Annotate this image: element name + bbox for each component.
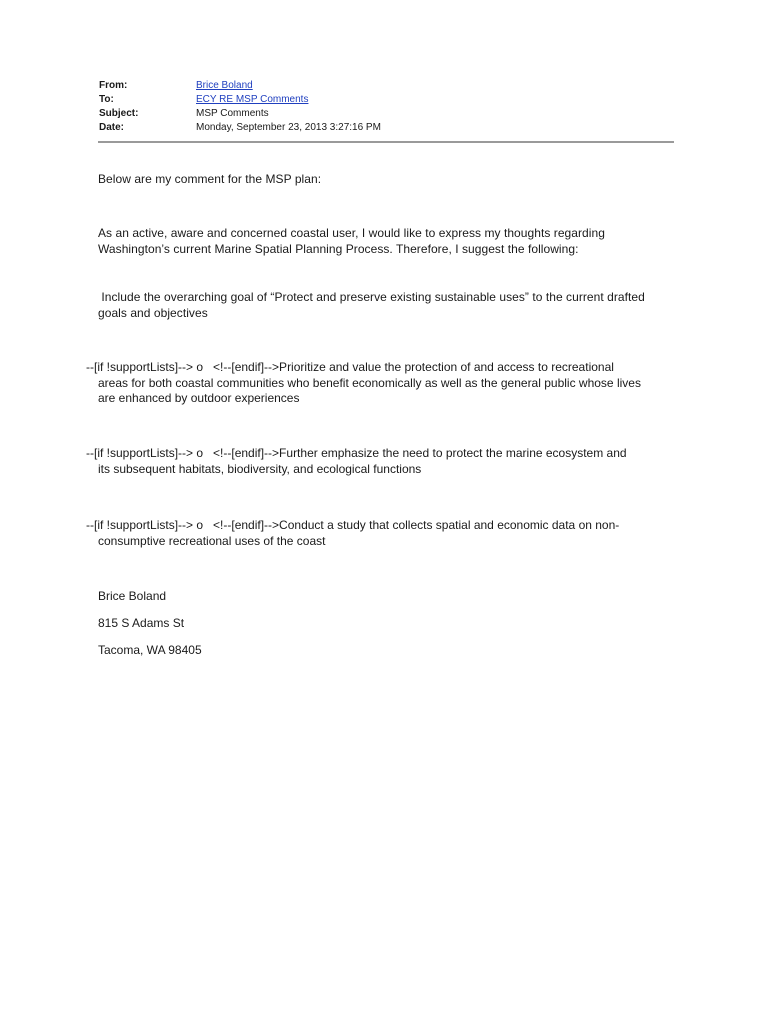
- paragraph-1-line-2: Washington’s current Marine Spatial Planning Process. Therefore, I suggest the following:: [98, 241, 579, 256]
- bullet-item-1: [86, 360, 678, 407]
- header-divider: [98, 141, 674, 143]
- signature-city: Tacoma, WA 98405: [98, 643, 202, 657]
- from-label: From:: [99, 80, 128, 91]
- subject-label: Subject:: [99, 108, 139, 119]
- intro-text: Below are my comment for the MSP plan:: [98, 172, 322, 186]
- bullet-2-line-1: --[if !supportLists]--> o <!--[endif]-->Further emphasize the need to protect the marine ecosystem and: [86, 446, 627, 460]
- goal-line-2: goals and objectives: [98, 305, 208, 320]
- signature-name: Brice Boland: [98, 589, 167, 603]
- bullet-1-line-2: areas for both coastal communities who benefit economically as well as the general public whose lives: [98, 375, 641, 390]
- bullet-3-line-1: --[if !supportLists]--> o <!--[endif]-->Conduct a study that collects spatial and economic data on non-: [86, 518, 620, 532]
- bullet-3-line-2: consumptive recreational uses of the coast: [98, 533, 326, 548]
- date-value: Monday, September 23, 2013 3:27:16 PM: [196, 122, 381, 133]
- from-link[interactable]: Brice Boland: [196, 80, 253, 91]
- paragraph-1: [98, 226, 678, 257]
- date-label: Date:: [99, 122, 125, 133]
- bullet-1-line-1: --[if !supportLists]--> o <!--[endif]-->Prioritize and value the protection of and access to recreational: [86, 360, 614, 374]
- paragraph-1-line-1: As an active, aware and concerned coastal user, I would like to express my thoughts regarding: [98, 226, 605, 240]
- subject-value: MSP Comments: [196, 108, 269, 119]
- signature-street: 815 S Adams St: [98, 616, 185, 630]
- goal-paragraph: [98, 290, 678, 321]
- bullet-1-line-3: are enhanced by outdoor experiences: [98, 391, 300, 405]
- goal-line-1: Include the overarching goal of “Protect and preserve existing sustainable uses” to the current drafted: [98, 290, 645, 304]
- bullet-item-3: [86, 518, 678, 549]
- to-link[interactable]: ECY RE MSP Comments: [196, 94, 309, 105]
- bullet-item-2: [86, 446, 678, 477]
- to-label: To:: [99, 94, 114, 105]
- bullet-2-line-2: its subsequent habitats, biodiversity, and ecological functions: [98, 461, 422, 476]
